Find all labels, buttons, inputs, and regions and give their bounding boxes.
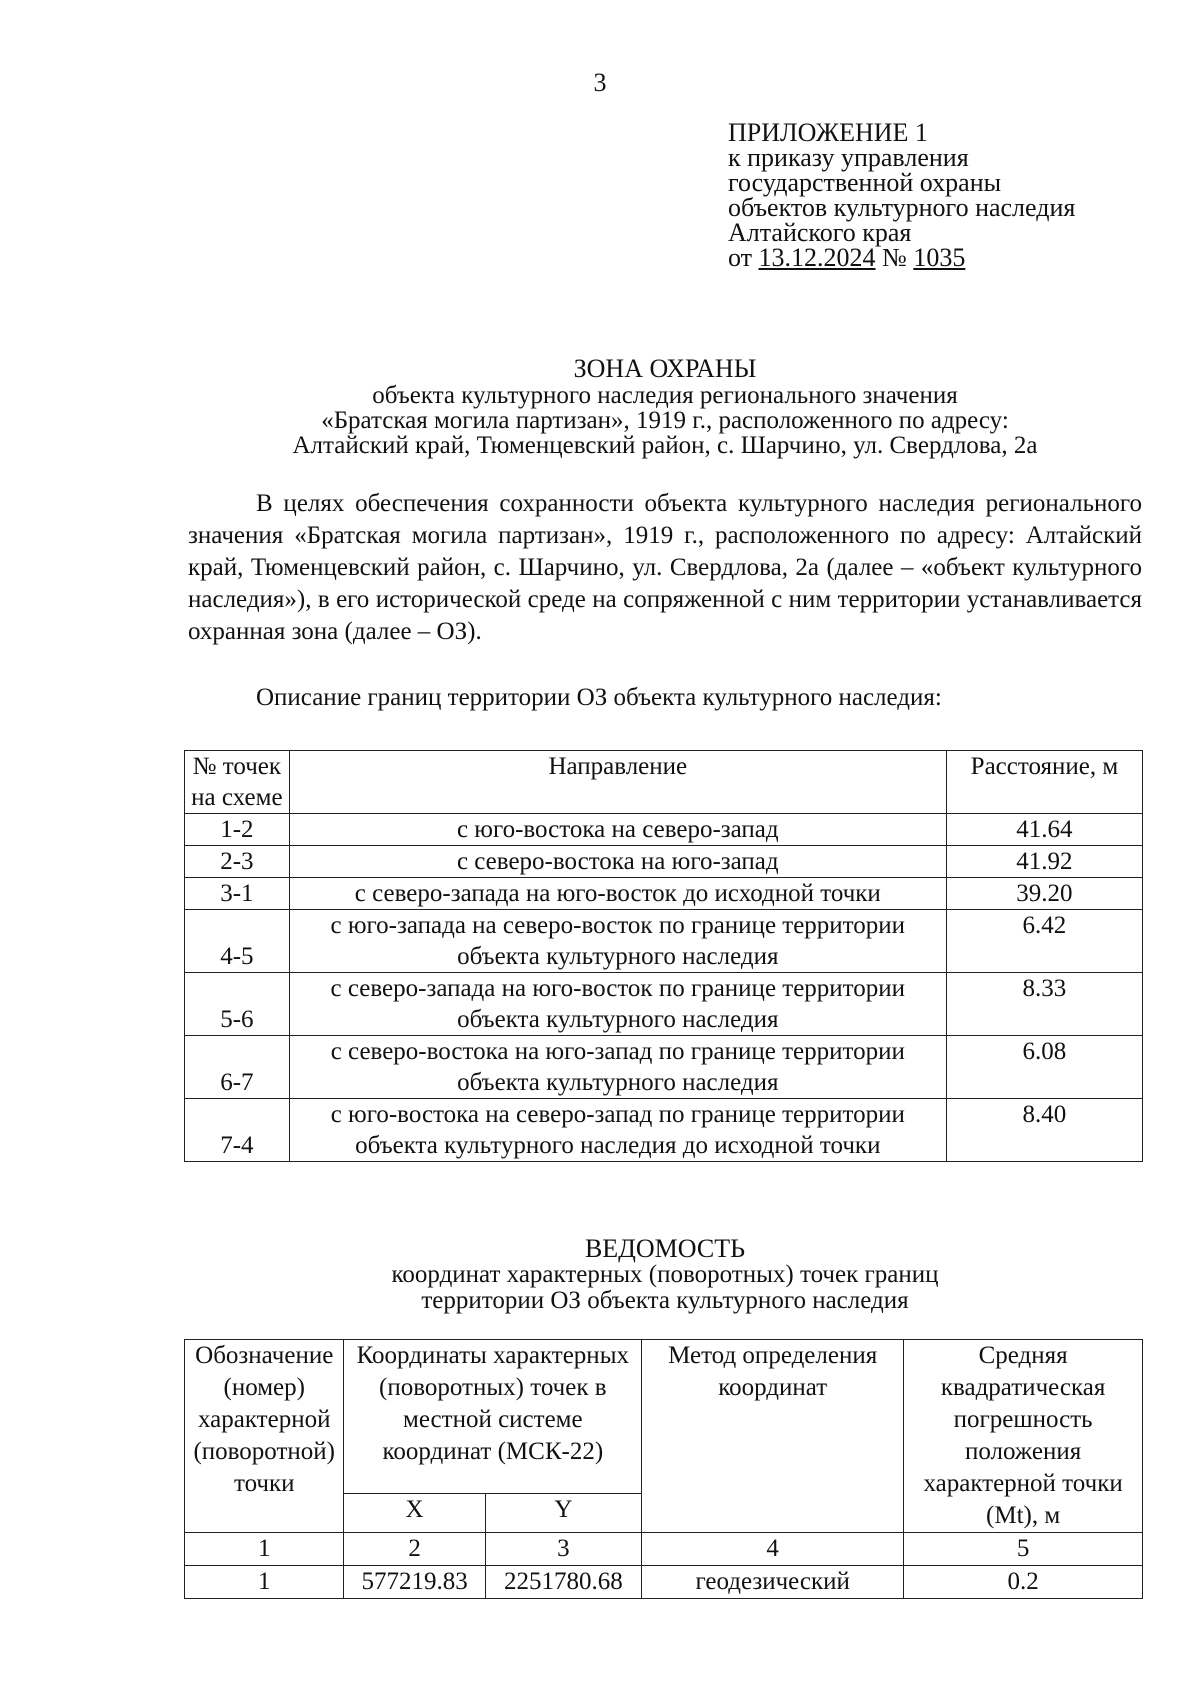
- header-error: Средняя квадратическая погрешность положения характерной точки (Mt), м: [904, 1340, 1143, 1533]
- header-method: Метод определения координат: [642, 1340, 904, 1533]
- order-date: 13.12.2024: [758, 243, 876, 272]
- cell-distance: 6.08: [946, 1036, 1142, 1099]
- column-number: 2: [344, 1533, 485, 1566]
- header-distance: Расстояние, м: [946, 751, 1142, 814]
- boundary-description-label: Описание границ территории ОЗ объекта культурного наследия:: [256, 684, 942, 711]
- cell-direction: с юго-запада на северо-восток по границе территории объекта культурного наследия: [289, 910, 946, 973]
- appendix-line: к приказу управления: [728, 143, 969, 172]
- date-prefix: от: [728, 243, 753, 272]
- zone-title: ЗОНА ОХРАНЫ: [573, 354, 757, 383]
- cell-y: 2251780.68: [485, 1566, 641, 1599]
- table-row: [185, 846, 1143, 878]
- header-direction: Направление: [289, 751, 946, 814]
- table-row: [185, 973, 1143, 1036]
- column-number: 4: [642, 1533, 904, 1566]
- appendix-title: ПРИЛОЖЕНИЕ 1: [728, 118, 928, 147]
- zone-subtitle: «Братская могила партизан», 1919 г., расположенного по адресу:: [321, 407, 1009, 434]
- table-row: [185, 1099, 1143, 1162]
- cell-distance: 41.64: [946, 814, 1142, 846]
- page-number: 3: [593, 68, 607, 97]
- table-row: [185, 1566, 1143, 1599]
- table-header-row: [185, 1340, 1143, 1494]
- appendix-line: объектов культурного наследия: [728, 193, 1076, 222]
- cell-method: геодезический: [642, 1566, 904, 1599]
- vedomost-heading: [150, 1236, 1180, 1314]
- cell-distance: 8.33: [946, 973, 1142, 1036]
- cell-distance: 6.42: [946, 910, 1142, 973]
- table-row: [185, 814, 1143, 846]
- cell-x: 577219.83: [344, 1566, 485, 1599]
- header-points: № точек на схеме: [185, 751, 290, 814]
- cell-points: 5-6: [185, 973, 290, 1036]
- column-number: 1: [185, 1533, 344, 1566]
- cell-direction: с северо-востока на юго-запад по границе территории объекта культурного наследия: [289, 1036, 946, 1099]
- cell-direction: с юго-востока на северо-запад: [289, 814, 946, 846]
- header-y: Y: [485, 1493, 641, 1532]
- vedomost-subtitle: координат характерных (поворотных) точек границ: [391, 1261, 939, 1288]
- cell-points: 1-2: [185, 814, 290, 846]
- table-row: [185, 910, 1143, 973]
- column-number-row: [185, 1533, 1143, 1566]
- cell-error: 0.2: [904, 1566, 1143, 1599]
- cell-points: 7-4: [185, 1099, 290, 1162]
- appendix-block: [728, 120, 1075, 270]
- appendix-line: Алтайского края: [728, 218, 912, 247]
- cell-point: 1: [185, 1566, 344, 1599]
- cell-distance: 8.40: [946, 1099, 1142, 1162]
- zone-heading: [150, 356, 1180, 458]
- header-coordinates: Координаты характерных (поворотных) точек в местной системе координат (МСК-22): [344, 1340, 642, 1494]
- order-number: 1035: [913, 243, 966, 272]
- vedomost-title: ВЕДОМОСТЬ: [584, 1234, 746, 1263]
- cell-points: 2-3: [185, 846, 290, 878]
- cell-direction: с северо-востока на юго-запад: [289, 846, 946, 878]
- cell-points: 3-1: [185, 878, 290, 910]
- cell-direction: с юго-востока на северо-запад по границе территории объекта культурного наследия до исходной точки: [289, 1099, 946, 1162]
- number-prefix: №: [882, 243, 907, 272]
- cell-distance: 39.20: [946, 878, 1142, 910]
- column-number: 5: [904, 1533, 1143, 1566]
- column-number: 3: [485, 1533, 641, 1566]
- intro-paragraph: В целях обеспечения сохранности объекта культурного наследия регионального значения «Братская могила партизан», 1919 г., расположенного по адресу: Алтайский край, Тюменцевский район, с. Шарчино, ул. Свердлова, 2а (далее – «объект культурного наследия»), в его исторической среде на сопряженной с ним территории устанавливается охранная зона (далее – ОЗ).: [188, 490, 1142, 645]
- cell-direction: с северо-запада на юго-восток до исходной точки: [289, 878, 946, 910]
- appendix-date-line: [728, 245, 1075, 270]
- cell-points: 4-5: [185, 910, 290, 973]
- coordinates-table: [184, 1339, 1143, 1599]
- cell-direction: с северо-запада на юго-восток по границе территории объекта культурного наследия: [289, 973, 946, 1036]
- appendix-line: государственной охраны: [728, 168, 1002, 197]
- table-header-row: [185, 751, 1143, 814]
- header-x: X: [344, 1493, 485, 1532]
- table-row: [185, 878, 1143, 910]
- vedomost-subtitle: территории ОЗ объекта культурного наследия: [421, 1287, 909, 1314]
- zone-subtitle: объекта культурного наследия регионального значения: [372, 382, 958, 409]
- header-designation: Обозначение (номер) характерной (поворотной) точки: [185, 1340, 344, 1533]
- cell-points: 6-7: [185, 1036, 290, 1099]
- zone-subtitle: Алтайский край, Тюменцевский район, с. Шарчино, ул. Свердлова, 2а: [292, 432, 1038, 459]
- table-row: [185, 1036, 1143, 1099]
- cell-distance: 41.92: [946, 846, 1142, 878]
- boundary-table: [184, 750, 1143, 1162]
